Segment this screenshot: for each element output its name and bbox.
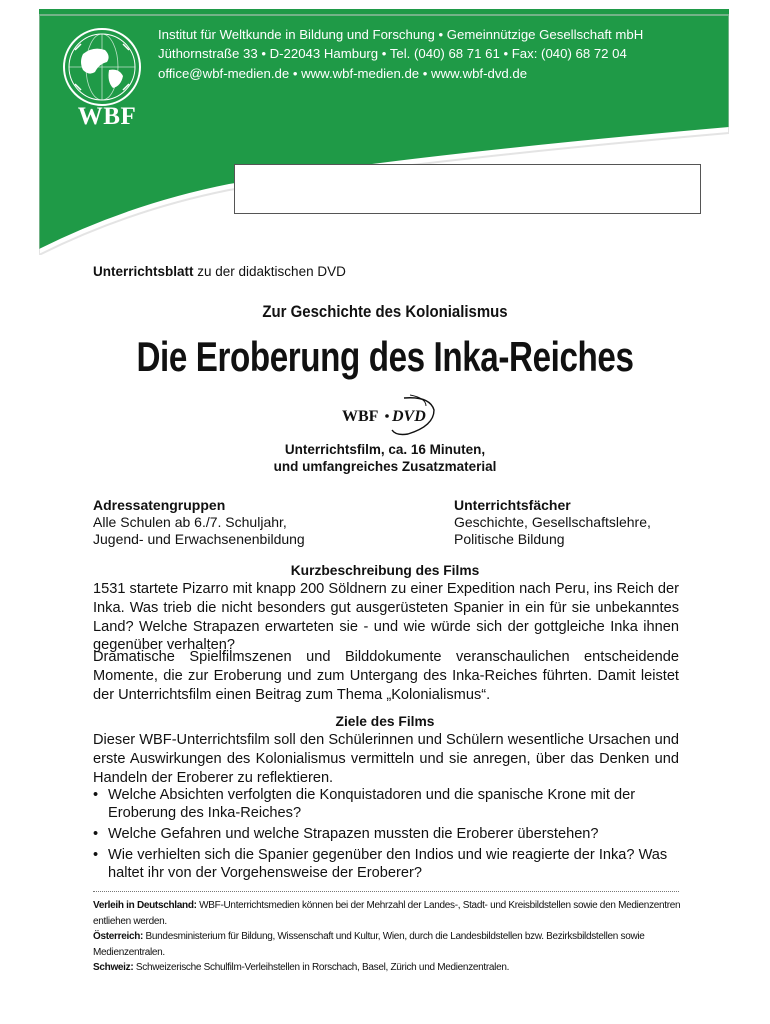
document-type-line	[93, 264, 346, 279]
audience-line-1: Alle Schulen ab 6./7. Schuljahr,	[93, 514, 287, 530]
footer-switzerland	[93, 960, 683, 976]
goals-paragraph: Dieser WBF-Unterrichtsfilm soll den Schülerinnen und Schülern wesentliche Ursachen und erste Auswirkungen des Kolonialismus vermitteln und sie anregen, über das Denken und Handeln der Eroberer zu reflektieren.	[93, 732, 679, 786]
footer-germany-text: WBF-Unterrichtsmedien können bei der Mehrzahl der Landes-, Stadt- und Kreisbildstellen sowie den Medienzentren entliehen werden.	[93, 900, 681, 927]
wbf-logo-text: WBF	[77, 103, 137, 130]
contact-links: office@wbf-medien.de • www.wbf-medien.de • www.wbf-dvd.de	[158, 66, 528, 81]
globe-emblem-icon	[61, 26, 143, 108]
series-subtitle: Zur Geschichte des Kolonialismus	[262, 302, 508, 321]
dvd-logo-right: DVD	[392, 408, 426, 425]
list-item: • Wie verhielten sich die Spanier gegenüber den Indios und wie reagierte der Inka? Was haltet ihr von der Vorgehensweise der Eroberer?	[93, 846, 693, 882]
institute-name: Institut für Weltkunde in Bildung und Forschung • Gemeinnützige Gesellschaft mbH	[158, 27, 644, 42]
page-title: Die Eroberung des Inka-Reiches	[136, 333, 634, 380]
film-info	[0, 441, 770, 475]
distribution-footer	[93, 898, 683, 976]
goals-heading: Ziele des Films	[335, 714, 435, 729]
footer-germany-label: Verleih in Deutschland:	[93, 900, 197, 911]
footer-austria	[93, 929, 683, 960]
summary-heading: Kurzbeschreibung des Films	[290, 563, 480, 578]
list-item: • Welche Absichten verfolgten die Konquistadoren und die spanische Krone mit der Eroberung des Inka-Reiches?	[93, 786, 693, 822]
address-window-box	[234, 164, 701, 214]
film-info-line-2: und umfangreiches Zusatzmaterial	[273, 459, 497, 474]
document-type-rest: zu der didaktischen DVD	[193, 264, 346, 279]
footer-divider	[93, 891, 679, 892]
footer-switzerland-label: Schweiz:	[93, 962, 134, 974]
footer-austria-text: Bundesministerium für Bildung, Wissenschaft und Kultur, Wien, durch die Landesbildstellen bzw. Bezirksbildstellen sowie Medienzentralen.	[93, 931, 645, 958]
postal-address: Jüthornstraße 33 • D-22043 Hamburg • Tel. (040) 68 71 61 • Fax: (040) 68 72 04	[158, 46, 627, 61]
film-info-line-1: Unterrichtsfilm, ca. 16 Minuten,	[284, 442, 486, 457]
subjects-heading: Unterrichtsfächer	[454, 497, 571, 513]
subjects-line-1: Geschichte, Gesellschaftslehre,	[454, 514, 651, 530]
summary-paragraph-1: 1531 startete Pizarro mit knapp 200 Söldnern zu einer Expedition nach Peru, ins Reich der Inka. Was trieb die nicht besonders gut ausgerüsteten Spanier in ein für sie unbekanntes Land? Welche Strapazen erwarteten sie - und wie würde sich der gottgleiche Inka ihnen gegenüber verhalten?	[93, 581, 679, 654]
footer-switzerland-text: Schweizerische Schulfilm-Verleihstellen in Rorschach, Basel, Zürich und Medienzentralen.	[133, 962, 510, 974]
wbf-dvd-logo	[330, 392, 450, 438]
goals-question-list	[93, 786, 693, 885]
subjects-block	[454, 497, 651, 548]
document-type-label: Unterrichtsblatt	[93, 264, 194, 279]
subjects-line-2: Politische Bildung	[454, 531, 565, 547]
summary-paragraph-2: Dramatische Spielfilmszenen und Bilddokumente veranschaulichen entscheidende Momente, die zur Eroberung und zum Untergang des Inka-Reiches führten. Damit leistet der Unterrichtsfilm einen Beitrag zum Thema „Kolonialismus“.	[93, 649, 679, 703]
dvd-logo-left: WBF	[342, 408, 379, 425]
letterhead-banner	[39, 9, 729, 255]
footer-austria-label: Österreich:	[93, 931, 144, 943]
audience-line-2: Jugend- und Erwachsenenbildung	[93, 531, 305, 547]
audience-block	[93, 497, 305, 548]
list-item: • Welche Gefahren und welche Strapazen mussten die Eroberer überstehen?	[93, 825, 693, 843]
audience-heading: Adressatengruppen	[93, 497, 226, 513]
footer-germany	[93, 898, 683, 929]
